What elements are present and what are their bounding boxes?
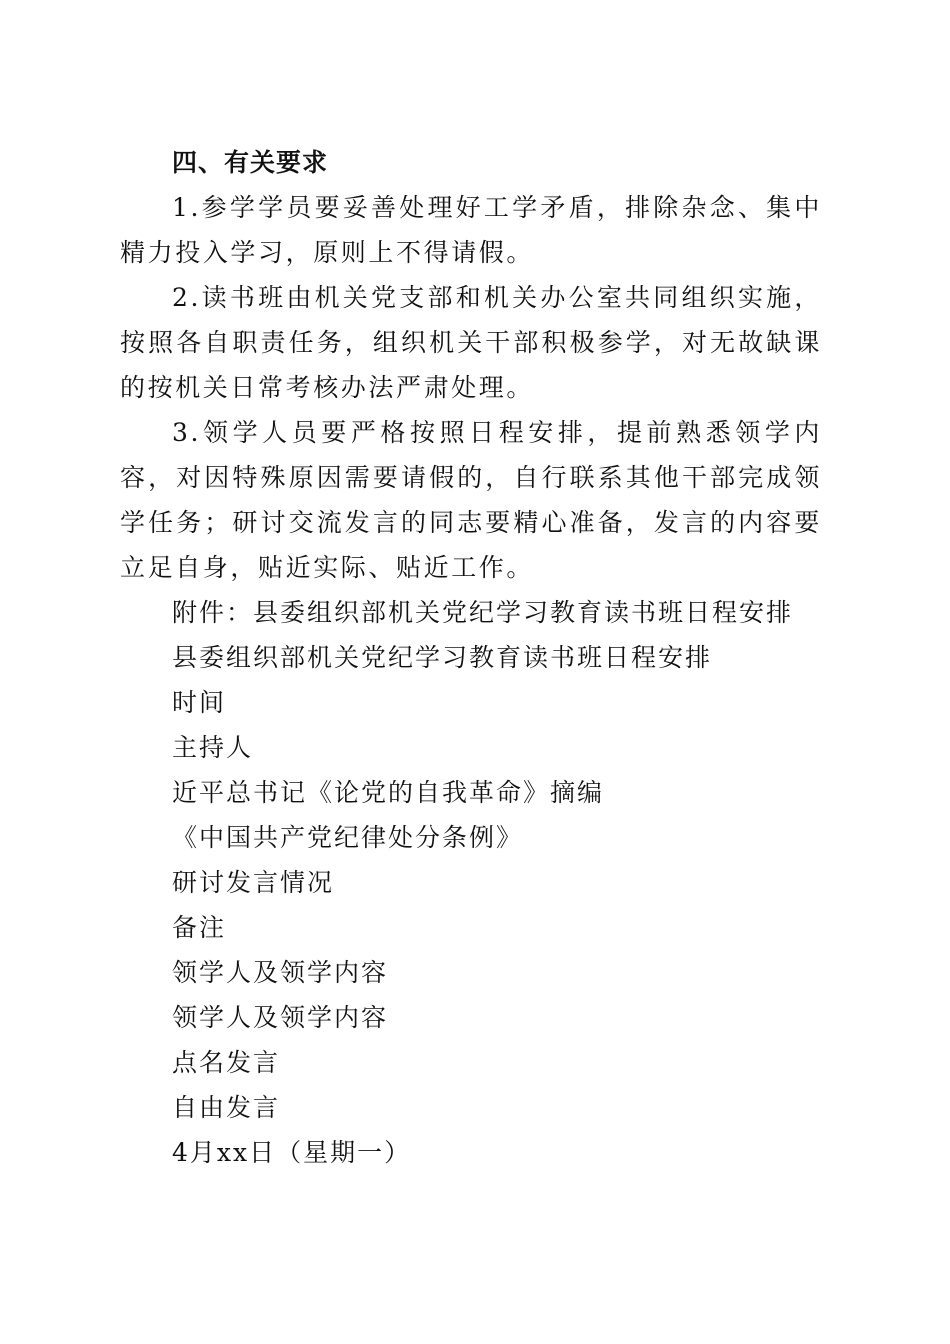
attachment-label: 附件：县委组织部机关党纪学习教育读书班日程安排	[172, 598, 794, 627]
schedule-line-reading-2: 《中国共产党纪律处分条例》	[172, 823, 524, 852]
schedule-line-leader-1: 领学人及领学内容	[172, 958, 389, 987]
schedule-title: 县委组织部机关党纪学习教育读书班日程安排	[172, 643, 713, 672]
schedule-line-host: 主持人	[172, 733, 254, 762]
schedule-line-remarks: 备注	[172, 913, 227, 942]
schedule-line-leader-2: 领学人及领学内容	[172, 1003, 389, 1032]
schedule-line-time: 时间	[172, 688, 227, 717]
schedule-line-named-speech: 点名发言	[172, 1048, 281, 1077]
section-heading: 四、有关要求	[172, 148, 329, 177]
document-body	[120, 140, 822, 1175]
schedule-line-free-speech: 自由发言	[172, 1093, 281, 1122]
requirement-paragraph-3: 3.领学人员要严格按照日程安排，提前熟悉领学内容，对因特殊原因需要请假的，自行联系其他干部完成领学任务；研讨交流发言的同志要精心准备，发言的内容要立足自身，贴近实际、贴近工作。	[120, 418, 822, 582]
requirement-paragraph-1: 1.参学学员要妥善处理好工学矛盾，排除杂念、集中精力投入学习，原则上不得请假。	[120, 193, 822, 267]
schedule-line-reading-1: 近平总书记《论党的自我革命》摘编	[172, 778, 605, 807]
requirement-paragraph-2: 2.读书班由机关党支部和机关办公室共同组织实施，按照各自职责任务，组织机关干部积极参学，对无故缺课的按机关日常考核办法严肃处理。	[120, 283, 822, 402]
schedule-line-discussion: 研讨发言情况	[172, 868, 335, 897]
schedule-line-date: 4月xx日（星期一）	[172, 1138, 412, 1167]
